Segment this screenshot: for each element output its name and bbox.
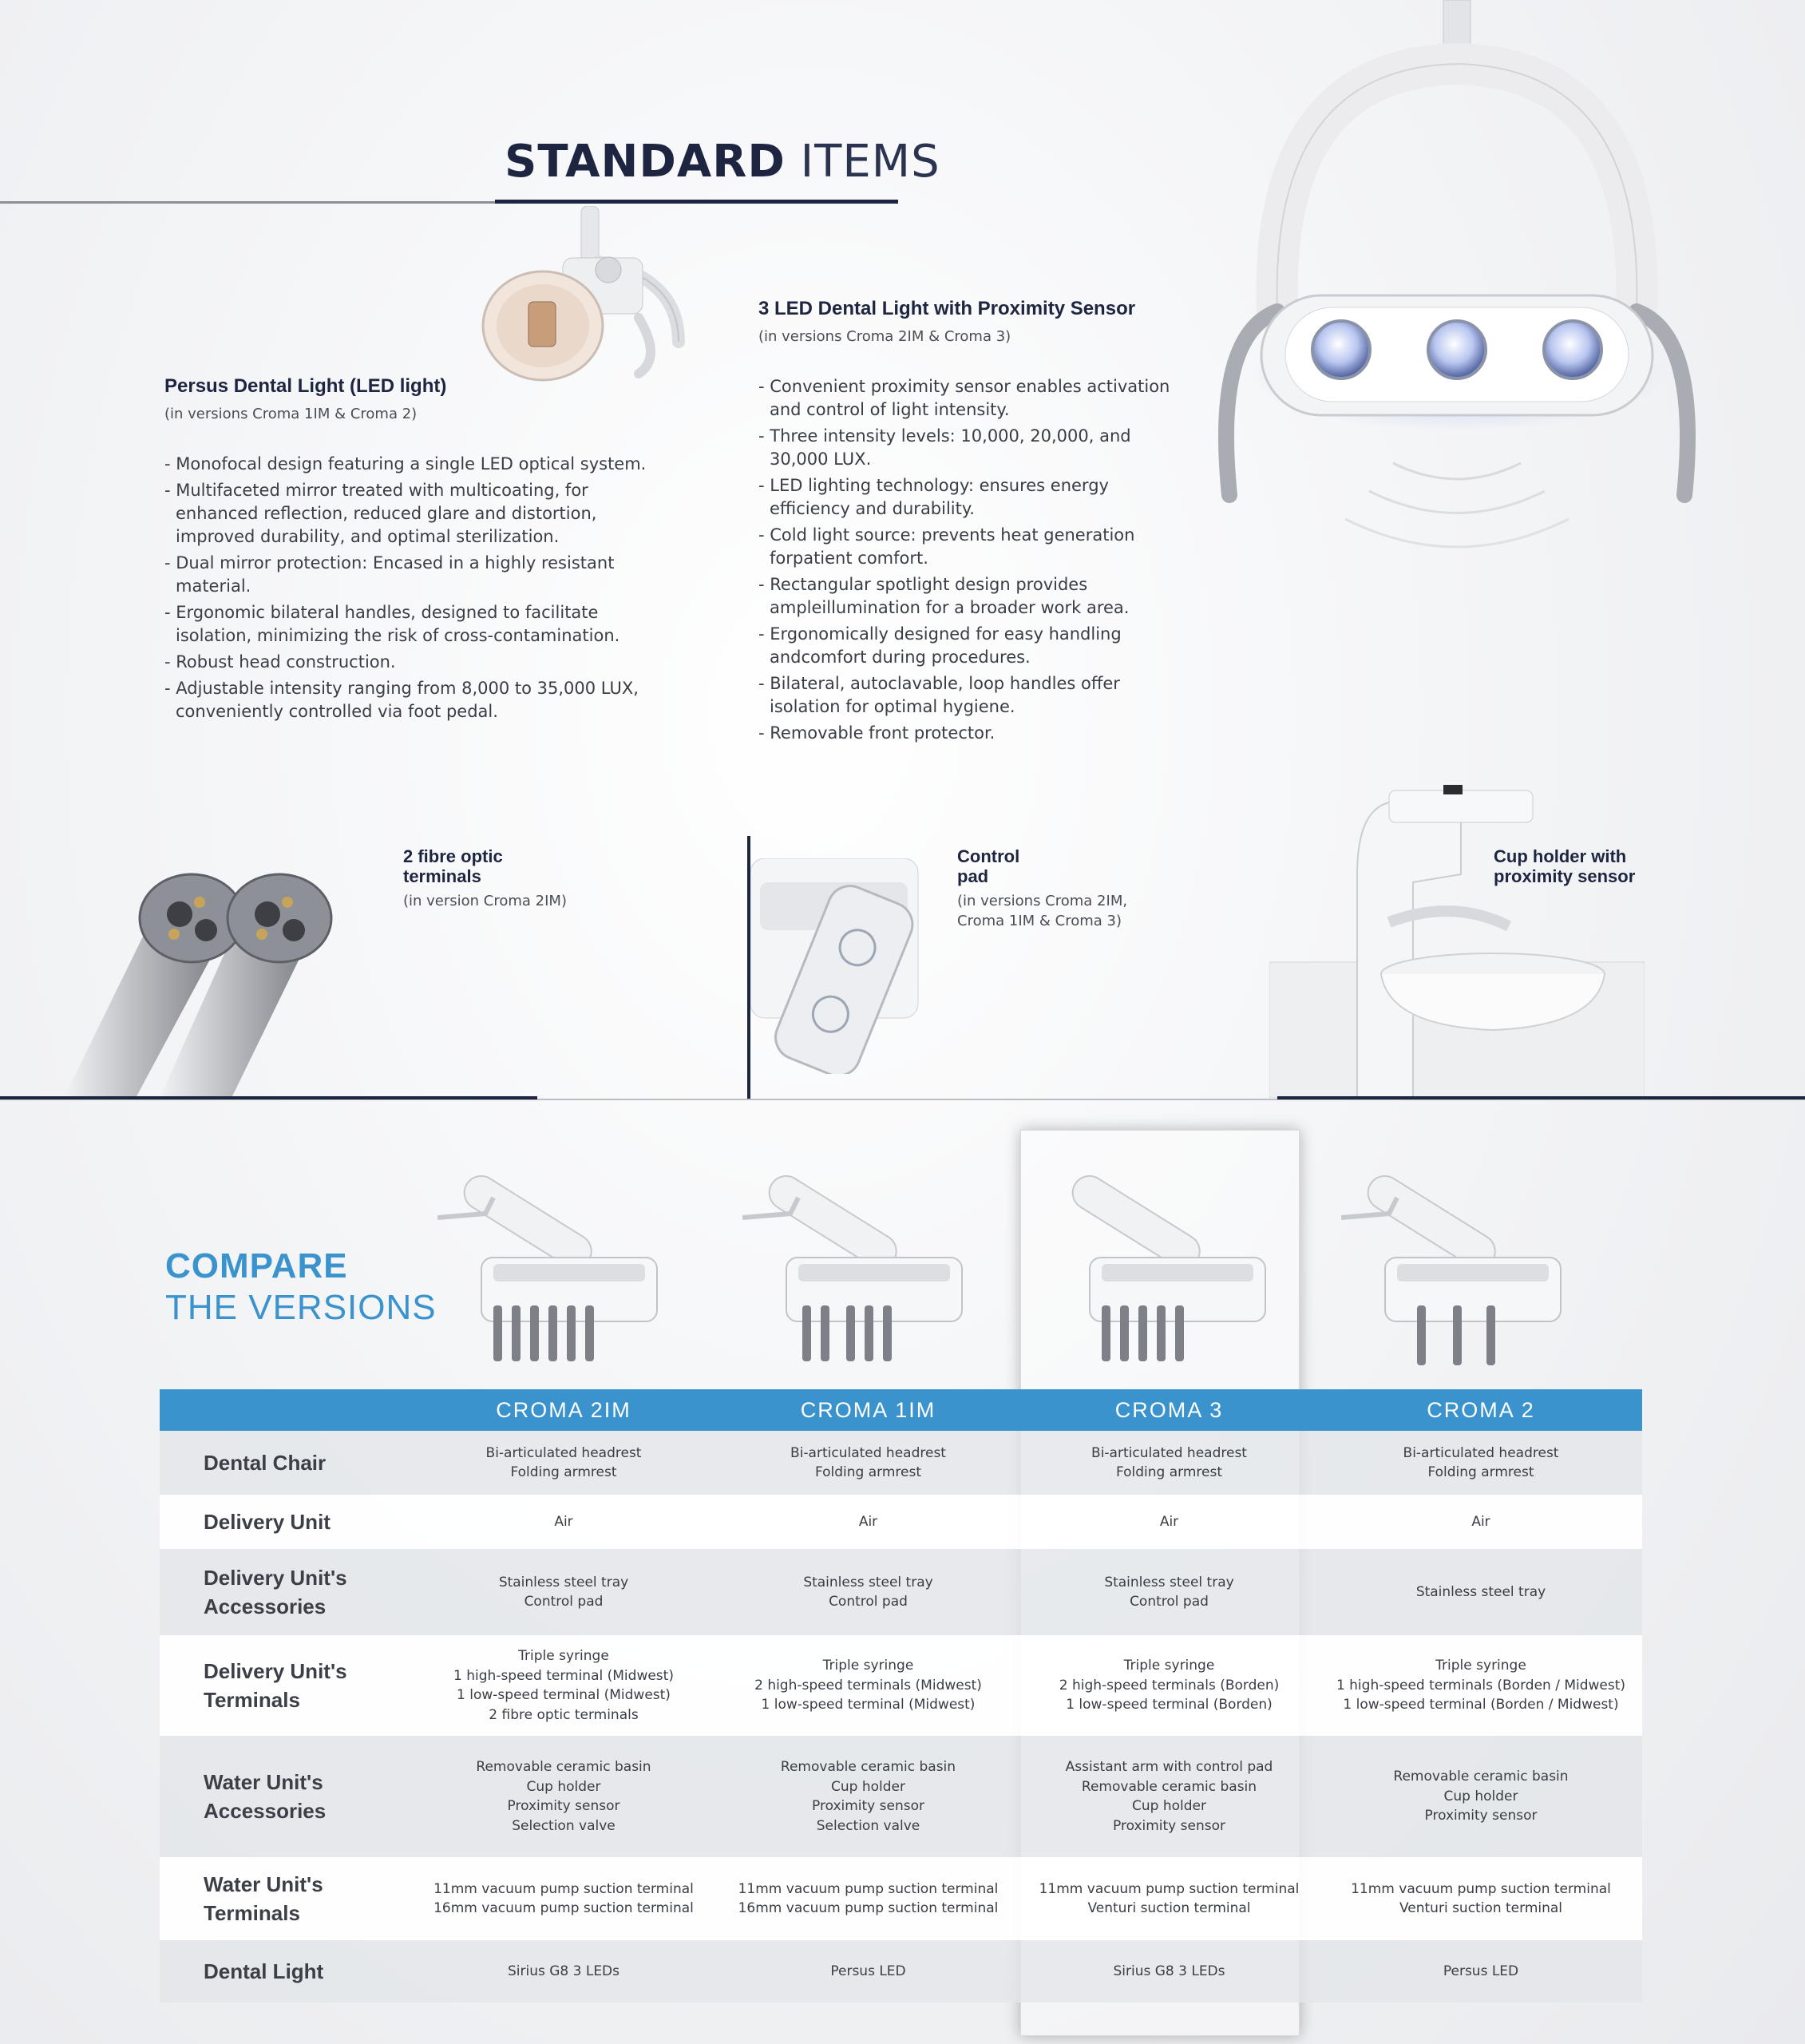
table-cell	[1320, 1431, 1642, 1495]
table-body	[160, 1431, 1642, 2002]
row-label-line: Accessories	[204, 1594, 327, 1618]
list-item: - Monofocal design featuring a single LED optical system.	[164, 454, 647, 473]
row-label-line: Delivery Unit's	[204, 1566, 347, 1590]
cell-line: Persus LED	[830, 1963, 906, 1979]
table-row	[160, 1495, 1642, 1549]
cup-title-line: proximity sensor	[1494, 866, 1636, 886]
cell-line: 1 low-speed terminal (Borden)	[1066, 1697, 1273, 1713]
row-label	[160, 1495, 410, 1549]
table-cell	[1320, 1736, 1642, 1857]
table-cell	[718, 1549, 1019, 1635]
table-cell	[1019, 1940, 1320, 2002]
table-cell	[410, 1635, 718, 1736]
table-row	[160, 1857, 1642, 1940]
row-label	[160, 1857, 410, 1940]
persus-features	[164, 453, 659, 723]
fibre-title-line: terminals	[403, 866, 481, 886]
croma-2im-unit-image	[437, 1162, 677, 1385]
pad-subtitle	[957, 891, 1149, 931]
cell-line: Air	[554, 1513, 573, 1530]
row-label-line: Terminals	[204, 1901, 300, 1925]
cell-line: Removable ceramic basin	[1081, 1778, 1257, 1795]
persus-light-section	[164, 375, 659, 727]
led-light-title: 3 LED Dental Light with Proximity Sensor	[758, 298, 1136, 319]
croma-2-unit-image	[1341, 1162, 1581, 1385]
pad-subtitle-line: Croma 1IM & Croma 3)	[957, 913, 1122, 929]
table-cell	[1019, 1495, 1320, 1549]
cell-line: 11mm vacuum pump suction terminal	[433, 1880, 694, 1897]
control-pad-feature	[957, 846, 1149, 931]
cell-line: Persus LED	[1443, 1963, 1519, 1979]
cell-line: Cup holder	[831, 1778, 905, 1795]
cell-line: Folding armrest	[1115, 1464, 1223, 1480]
pad-title	[957, 846, 1149, 886]
table-cell	[410, 1431, 718, 1495]
header-divider-dark	[495, 200, 898, 204]
table-cell	[410, 1495, 718, 1549]
table-header-row	[160, 1389, 1642, 1431]
cell-line: Venturi suction terminal	[1087, 1900, 1251, 1916]
table-header-empty	[160, 1389, 410, 1431]
cell-line: Removable ceramic basin	[476, 1759, 651, 1775]
cell-line: Venturi suction terminal	[1399, 1900, 1563, 1916]
table-cell	[1019, 1857, 1320, 1940]
row-label	[160, 1635, 410, 1736]
table-cell	[718, 1736, 1019, 1857]
table-row	[160, 1940, 1642, 2002]
cell-line: Triple syringe	[822, 1658, 914, 1674]
cell-line: Selection valve	[816, 1817, 920, 1834]
feature-rule-right	[1277, 1096, 1805, 1099]
row-label-line: Terminals	[204, 1688, 300, 1712]
cell-line: Proximity sensor	[1113, 1817, 1225, 1834]
cell-line: Cup holder	[1443, 1788, 1518, 1804]
cell-line: Air	[1471, 1513, 1490, 1530]
table-row	[160, 1736, 1642, 1857]
column-header-croma-3: CROMA 3	[1019, 1389, 1320, 1431]
cell-line: Folding armrest	[1427, 1464, 1534, 1480]
list-item: - Adjustable intensity ranging from 8,000 to 35,000 LUX, conveniently controlled via foot pedal.	[164, 679, 639, 721]
title-light: ITEMS	[800, 136, 940, 188]
cell-line: 2 high-speed terminals (Borden)	[1059, 1677, 1280, 1693]
row-label	[160, 1736, 410, 1857]
cell-line: Control pad	[1130, 1594, 1209, 1610]
compare-table	[160, 1389, 1642, 2002]
cell-line: 11mm vacuum pump suction terminal	[738, 1880, 999, 1897]
cell-line: Removable ceramic basin	[780, 1759, 956, 1775]
cell-line: 1 high-speed terminals (Borden / Midwest)	[1336, 1677, 1626, 1693]
cup-title-line: Cup holder with	[1494, 846, 1627, 866]
cell-line: Proximity sensor	[507, 1798, 620, 1814]
table-cell	[410, 1549, 718, 1635]
led-light-features	[758, 375, 1174, 745]
cell-line: 1 low-speed terminal (Midwest)	[761, 1697, 976, 1713]
fibre-optic-terminals-image	[64, 838, 367, 1098]
cell-line: Folding armrest	[510, 1464, 617, 1480]
cell-line: 11mm vacuum pump suction terminal	[1039, 1880, 1300, 1897]
table-cell	[1019, 1549, 1320, 1635]
list-item: - Robust head construction.	[164, 652, 396, 671]
column-header-croma-2im: CROMA 2IM	[410, 1389, 718, 1431]
feature-divider	[747, 836, 750, 1099]
list-item: - Convenient proximity sensor enables activation and control of light intensity.	[758, 377, 1170, 419]
cell-line: Folding armrest	[814, 1464, 922, 1480]
table-cell	[1019, 1635, 1320, 1736]
compare-title-bold: COMPARE	[165, 1246, 348, 1285]
list-item: - LED lighting technology: ensures energy efficiency and durability.	[758, 476, 1109, 518]
table-row	[160, 1431, 1642, 1495]
row-label	[160, 1431, 410, 1495]
cell-line: Triple syringe	[1123, 1658, 1215, 1674]
pad-title-line: pad	[957, 866, 989, 886]
persus-title: Persus Dental Light (LED light)	[164, 375, 447, 397]
cell-line: Air	[1159, 1513, 1179, 1530]
cell-line: 2 fibre optic terminals	[489, 1706, 639, 1723]
table-cell	[1320, 1635, 1642, 1736]
cell-line: Control pad	[524, 1594, 604, 1610]
table-cell	[718, 1431, 1019, 1495]
cell-line: Proximity sensor	[1424, 1808, 1538, 1824]
cell-line: 1 low-speed terminal (Borden / Midwest)	[1343, 1697, 1619, 1713]
row-label-line: Dental Chair	[204, 1451, 327, 1475]
cell-line: Selection valve	[512, 1817, 616, 1834]
cup-holder-feature	[1494, 846, 1685, 886]
cell-line: 2 high-speed terminals (Midwest)	[754, 1677, 982, 1693]
cell-line: Removable ceramic basin	[1393, 1769, 1569, 1785]
list-item: - Multifaceted mirror treated with multicoating, for enhanced reflection, reduced glare and distortion, improved durability, and optimal sterilization.	[164, 481, 597, 546]
fibre-subtitle: (in version Croma 2IM)	[403, 893, 567, 909]
row-label	[160, 1549, 410, 1635]
column-header-croma-2: CROMA 2	[1320, 1389, 1642, 1431]
table-cell	[410, 1736, 718, 1857]
cell-line: Stainless steel tray	[803, 1574, 933, 1590]
cell-line: 16mm vacuum pump suction terminal	[433, 1900, 694, 1916]
compare-title-light: THE VERSIONS	[165, 1288, 437, 1327]
cup-title	[1494, 846, 1685, 886]
fibre-title-line: 2 fibre optic	[403, 846, 503, 866]
list-item: - Dual mirror protection: Encased in a highly resistant material.	[164, 553, 615, 596]
pad-subtitle-line: (in versions Croma 2IM,	[957, 893, 1128, 909]
cell-line: 1 high-speed terminal (Midwest)	[453, 1667, 674, 1684]
fibre-optic-feature	[403, 846, 595, 911]
cell-line: Assistant arm with control pad	[1065, 1759, 1273, 1775]
table-cell	[718, 1940, 1019, 2002]
cell-line: Cup holder	[1132, 1798, 1206, 1814]
row-label-line: Delivery Unit's	[204, 1659, 347, 1683]
fibre-title	[403, 846, 595, 886]
table-cell	[1019, 1736, 1320, 1857]
cell-line: Bi-articulated headrest	[1403, 1444, 1559, 1461]
table-cell	[410, 1940, 718, 2002]
table-cell	[1320, 1549, 1642, 1635]
pad-title-line: Control	[957, 846, 1020, 866]
list-item: - Rectangular spotlight design provides ampleillumination for a broader work area.	[758, 575, 1130, 617]
title-bold: STANDARD	[505, 136, 786, 188]
list-item: - Ergonomic bilateral handles, designed to facilitate isolation, minimizing the risk of cross-contamination.	[164, 603, 620, 645]
led-light-section	[758, 298, 1174, 748]
table-cell	[718, 1857, 1019, 1940]
cell-line: Stainless steel tray	[1415, 1583, 1546, 1600]
table-row	[160, 1549, 1642, 1635]
list-item: - Bilateral, autoclavable, loop handles offer isolation for optimal hygiene.	[758, 674, 1120, 716]
list-item: - Removable front protector.	[758, 723, 996, 743]
list-item: - Three intensity levels: 10,000, 20,000, and 30,000 LUX.	[758, 426, 1131, 469]
cell-line: Triple syringe	[1435, 1658, 1526, 1674]
table-cell	[718, 1495, 1019, 1549]
table-cell	[1320, 1940, 1642, 2002]
cell-line: Proximity sensor	[812, 1798, 924, 1814]
cell-line: Bi-articulated headrest	[485, 1444, 642, 1461]
header-divider-grey	[0, 201, 495, 204]
cell-line: Sirius G8 3 LEDs	[1113, 1963, 1225, 1979]
cell-line: 1 low-speed terminal (Midwest)	[457, 1687, 671, 1703]
table-cell	[1320, 1857, 1642, 1940]
compare-title	[165, 1246, 437, 1329]
cell-line: Bi-articulated headrest	[790, 1444, 946, 1461]
led-light-subtitle: (in versions Croma 2IM & Croma 3)	[758, 328, 1011, 345]
cell-line: 11mm vacuum pump suction terminal	[1351, 1880, 1611, 1897]
persus-subtitle: (in versions Croma 1IM & Croma 2)	[164, 406, 418, 422]
cell-line: Cup holder	[526, 1778, 601, 1795]
led-light-image	[1182, 0, 1748, 575]
row-label-line: Water Unit's	[204, 1770, 323, 1794]
cell-line: Control pad	[829, 1594, 908, 1610]
cell-line: Sirius G8 3 LEDs	[507, 1963, 620, 1979]
table-cell	[718, 1635, 1019, 1736]
row-label-line: Accessories	[204, 1799, 327, 1823]
row-label-line: Delivery Unit	[204, 1510, 331, 1534]
row-label-line: Water Unit's	[204, 1872, 323, 1896]
row-label	[160, 1940, 410, 2002]
control-pad-image	[750, 858, 942, 1074]
standard-items-title	[505, 136, 940, 188]
table-cell	[410, 1857, 718, 1940]
cell-line: Stainless steel tray	[1104, 1574, 1234, 1590]
list-item: - Ergonomically designed for easy handling andcomfort during procedures.	[758, 624, 1122, 667]
table-cell	[1320, 1495, 1642, 1549]
table-row	[160, 1635, 1642, 1736]
cell-line: Air	[858, 1513, 878, 1530]
feature-rule-left	[0, 1096, 537, 1099]
list-item: - Cold light source: prevents heat generation forpatient comfort.	[758, 525, 1135, 568]
cell-line: Triple syringe	[518, 1648, 609, 1664]
column-header-croma-1im: CROMA 1IM	[718, 1389, 1019, 1431]
cell-line: Bi-articulated headrest	[1091, 1444, 1247, 1461]
cell-line: 16mm vacuum pump suction terminal	[738, 1900, 999, 1916]
table-cell	[1019, 1431, 1320, 1495]
row-label-line: Dental Light	[204, 1959, 324, 1983]
croma-3-unit-image	[1046, 1162, 1285, 1385]
croma-1im-unit-image	[742, 1162, 982, 1385]
cup-holder-image	[1269, 778, 1645, 1098]
cell-line: Stainless steel tray	[498, 1574, 629, 1590]
